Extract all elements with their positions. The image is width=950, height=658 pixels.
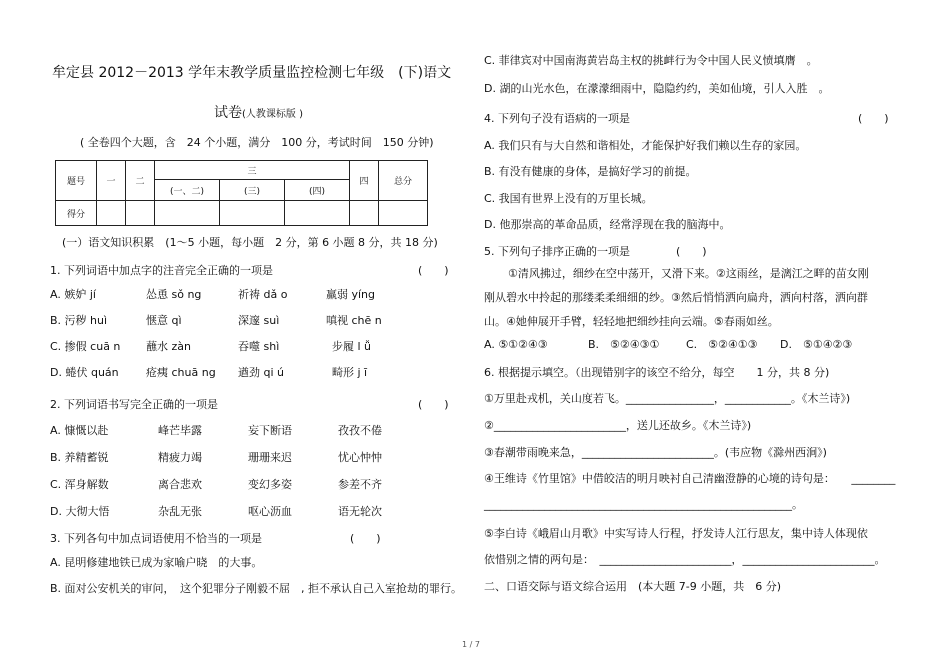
q4-option-b: B. 有没有健康的身体，是搞好学习的前提。	[484, 165, 697, 178]
q1-option-a-3: 祈祷 dǎ o	[238, 288, 288, 301]
question-2-answer-paren: ( )	[418, 398, 449, 411]
score-cell[interactable]	[155, 201, 220, 226]
q5-option-c: C. ⑤②④①③	[686, 338, 758, 351]
q5-passage-line-2: 刚从碧水中拎起的那缕柔柔细细的纱。③然后悄悄洒向扁舟，洒向村落，洒向群	[484, 291, 868, 304]
q1-option-a-2: 怂恿 sǒ ng	[146, 288, 202, 301]
q6-blank-1: ①万里赴戎机，关山度若飞。________________，____________。《木兰诗》)	[484, 392, 851, 405]
q6-blank-2: ②________________________，送儿还故乡。《木兰诗》)	[484, 419, 752, 432]
score-sub-1: (一、二)	[155, 180, 220, 201]
q2-option-b-2: 精疲力竭	[158, 451, 202, 464]
q4-option-c: C. 我国有世界上没有的万里长城。	[484, 192, 653, 205]
q6-blank-5: ⑤李白诗《峨眉山月歌》中实写诗人行程，抒发诗人江行思友，集中诗人体现依	[484, 527, 868, 540]
exam-title-line2	[214, 104, 303, 124]
q1-option-b-1: B. 污秽 huì	[50, 314, 108, 327]
q5-passage-line-3: 山。④她伸展开手臂，轻轻地把细纱挂向云端。⑤春雨如丝。	[484, 315, 779, 328]
question-5: 5. 下列句子排序正确的一项是	[484, 245, 630, 258]
q2-option-b-1: B. 养精蓄锐	[50, 451, 109, 464]
q5-option-b: B. ⑤②④③①	[588, 338, 660, 351]
score-cell[interactable]	[350, 201, 379, 226]
q2-option-b-4: 忧心忡忡	[338, 451, 382, 464]
page-number: 1 / 7	[462, 640, 480, 649]
q3-option-c: C. 菲律宾对中国南海黄岩岛主权的挑衅行为令中国人民义愤填膺 。	[484, 54, 818, 67]
q2-option-c-4: 参差不齐	[338, 478, 382, 491]
score-table	[55, 160, 428, 226]
question-1: 1. 下列词语中加点字的注音完全正确的一项是	[50, 264, 273, 277]
q2-option-c-3: 变幻多姿	[248, 478, 292, 491]
q3-option-b: B. 面对公安机关的审问， 这个犯罪分子刚毅不屈 , 拒不承认自己入室抢劫的罪行。	[50, 582, 463, 595]
q5-option-d: D. ⑤①④②③	[780, 338, 853, 351]
q2-option-d-4: 语无轮次	[338, 505, 382, 518]
section-2-heading: 二、口语交际与语文综合运用 (本大题 7-9 小题，共 6 分)	[484, 580, 782, 593]
question-4: 4. 下列句子没有语病的一项是	[484, 112, 630, 125]
q6-blank-4: ④王维诗《竹里馆》中借皎洁的明月映衬自己清幽澄静的心境的诗句是： ________	[484, 472, 896, 485]
score-cell[interactable]	[285, 201, 350, 226]
q2-option-d-2: 杂乱无张	[158, 505, 202, 518]
q1-option-a-4: 羸弱 yíng	[326, 288, 376, 301]
score-header-san: 三	[155, 161, 350, 180]
q6-blank-5-line-2: 依惜别之情的两句是： ________________________，________________________。	[484, 553, 886, 566]
q5-option-a: A. ⑤①②④③	[484, 338, 548, 351]
q4-option-a: A. 我们只有与大自然和谐相处，才能保护好我们赖以生存的家园。	[484, 139, 807, 152]
score-header-zongfen: 总分	[379, 161, 428, 201]
question-4-answer-paren: ( )	[858, 112, 889, 125]
question-3: 3. 下列各句中加点词语使用不恰当的一项是	[50, 532, 262, 545]
question-1-answer-paren: ( )	[418, 264, 449, 277]
score-row-defen: 得分	[56, 201, 97, 226]
score-header-er: 二	[126, 161, 155, 201]
q3-option-d: D. 湖的山光水色，在濛濛细雨中，隐隐约约，美如仙境，引人入胜 。	[484, 82, 830, 95]
q1-option-b-4: 嗔视 chē n	[326, 314, 382, 327]
score-header-yi: 一	[97, 161, 126, 201]
question-3-answer-paren: ( )	[350, 532, 381, 545]
q2-option-b-3: 珊珊来迟	[248, 451, 292, 464]
q1-option-d-3: 遒劲 qi ú	[238, 366, 285, 379]
q2-option-a-4: 孜孜不倦	[338, 424, 382, 437]
q6-blank-4-line-2: ________________________________________________________。	[484, 498, 803, 511]
q3-option-a: A. 昆明修建地铁已成为家喻户晓 的大事。	[50, 556, 263, 569]
score-header-tihao: 题号	[56, 161, 97, 201]
q2-option-d-1: D. 大彻大悟	[50, 505, 110, 518]
exam-title-word: 试卷	[214, 105, 242, 121]
q2-option-c-1: C. 浑身解数	[50, 478, 109, 491]
q4-option-d: D. 他那崇高的革命品质，经常浮现在我的脑海中。	[484, 218, 731, 231]
q1-option-c-2: 蘸水 zàn	[146, 340, 191, 353]
q1-option-c-1: C. 掺假 cuā n	[50, 340, 121, 353]
question-2: 2. 下列词语书写完全正确的一项是	[50, 398, 218, 411]
q2-option-c-2: 离合悲欢	[158, 478, 202, 491]
q1-option-b-2: 惬意 qì	[146, 314, 182, 327]
score-cell[interactable]	[379, 201, 428, 226]
question-6: 6. 根据提示填空。（出现错别字的该空不给分，每空 1 分，共 8 分)	[484, 366, 830, 379]
q2-option-d-3: 呕心沥血	[248, 505, 292, 518]
exam-title: 牟定县 2012－2013 学年末教学质量监控检测七年级 (下)语文	[52, 65, 452, 81]
q2-option-a-3: 妄下断语	[248, 424, 292, 437]
score-cell[interactable]	[220, 201, 285, 226]
q1-option-c-4: 步履 l ǚ	[332, 340, 372, 353]
q1-option-b-3: 深邃 suì	[238, 314, 280, 327]
score-sub-2: (三)	[220, 180, 285, 201]
exam-info: ( 全卷四个大题，含 24 个小题，满分 100 分，考试时间 150 分钟)	[80, 136, 434, 149]
edition-label: (人教课标版 )	[242, 109, 303, 120]
question-5-answer-paren: ( )	[676, 245, 707, 258]
score-sub-3: (四)	[285, 180, 350, 201]
score-cell[interactable]	[97, 201, 126, 226]
q1-option-c-3: 吞噬 shì	[238, 340, 280, 353]
q5-passage-line-1: ①清风拂过，细纱在空中荡开，又滑下来。②这雨丝，是漓江之畔的苗女刚	[508, 267, 869, 280]
q2-option-a-2: 峰芒毕露	[158, 424, 202, 437]
q6-blank-3: ③春潮带雨晚来急，________________________。(韦应物《滁州西涧》)	[484, 446, 827, 459]
section-1-heading: (一）语文知识积累 (1～5 小题，每小题 2 分，第 6 小题 8 分，共 18 分)	[62, 236, 438, 249]
score-header-si: 四	[350, 161, 379, 201]
q1-option-a-1: A. 嫉妒 jí	[50, 288, 96, 301]
q1-option-d-2: 疮痍 chuā ng	[146, 366, 216, 379]
q1-option-d-1: D. 蜷伏 quán	[50, 366, 119, 379]
score-cell[interactable]	[126, 201, 155, 226]
q2-option-a-1: A. 慷慨以赴	[50, 424, 109, 437]
q1-option-d-4: 畸形 j ī	[332, 366, 368, 379]
